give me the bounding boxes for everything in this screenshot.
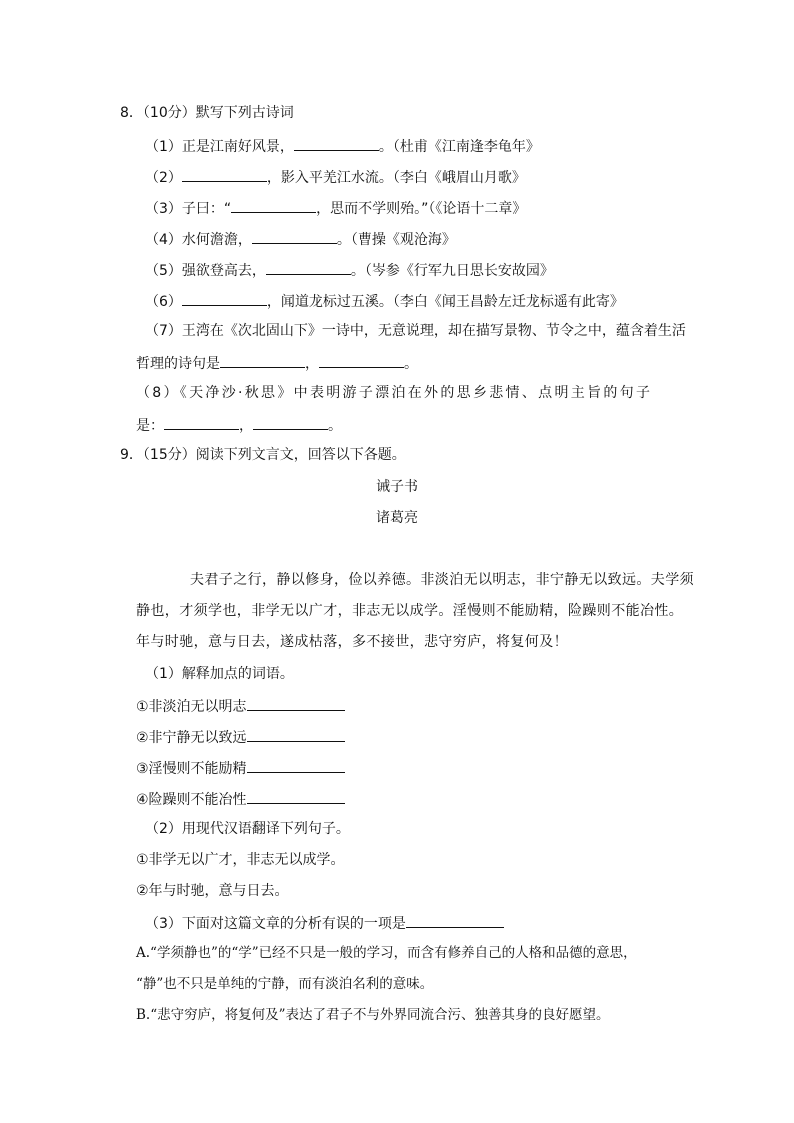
q8-item-8-line-1: （8）《天净沙·秋思》中表明游子漂泊在外的思乡悲情、点明主旨的句子: [136, 385, 653, 401]
q8-item-6: [145, 291, 624, 311]
q8-item-5-prefix: （5）强欲登高去，: [145, 263, 266, 279]
passage-title: 诫子书: [376, 479, 418, 495]
q8-item-7-line-2: [136, 353, 418, 373]
item-text: ②非宁静无以致远: [136, 730, 247, 746]
passage-line-2: 静也，才须学也，非学无以广才，非志无以成学。淫慢则不能励精，险躁则不能冶性。: [136, 603, 684, 619]
answer-blank[interactable]: [294, 136, 379, 151]
answer-blank[interactable]: [247, 758, 345, 773]
answer-blank[interactable]: [406, 913, 504, 928]
item-text: ①非淡泊无以明志: [136, 699, 247, 715]
sub-question-1-item-c: [136, 758, 345, 778]
answer-blank[interactable]: [231, 198, 316, 213]
passage-author: 诸葛亮: [376, 510, 418, 526]
q8-item-2: [145, 167, 526, 187]
answer-blank[interactable]: [319, 353, 404, 368]
answer-blank[interactable]: [247, 789, 345, 804]
sub-question-3-text: （3）下面对这篇文章的分析有误的一项是: [145, 916, 406, 932]
question-8-header: 8．（10分）默写下列古诗词: [120, 105, 294, 121]
option-a-line-2: “静”也不只是单纯的宁静，而有淡泊名利的意味。: [136, 976, 434, 992]
sub-question-1-item-b: [136, 727, 345, 747]
answer-blank[interactable]: [266, 260, 351, 275]
q8-item-5-suffix: 。（岑参《行军九日思长安故园》: [350, 263, 554, 279]
q8-item-7-suffix: 。: [404, 356, 418, 372]
q8-item-2-suffix: ，影入平羌江水流。（李白《峨眉山月歌》: [266, 170, 526, 186]
item-text: ④险躁则不能冶性: [136, 792, 247, 808]
sub-question-3: [145, 913, 504, 933]
q8-item-8-prefix: 是：: [136, 418, 164, 434]
passage-line-3: 年与时驰，意与日去，遂成枯落，多不接世，悲守穷庐，将复何及！: [136, 634, 568, 650]
q8-item-4-suffix: 。（曹操《观沧海》: [336, 232, 456, 248]
q8-item-8-suffix: 。: [328, 418, 342, 434]
sub-question-2-item-b: ②年与时驰，意与日去。: [136, 883, 289, 899]
q8-item-8-line-2: [136, 415, 342, 435]
q8-item-2-prefix: （2）: [145, 170, 182, 186]
q8-item-3-prefix: （3）子曰：“: [145, 201, 232, 217]
option-b: B.“悲守穷庐，将复何及”表达了君子不与外界同流合污、独善其身的良好愿望。: [136, 1007, 610, 1023]
answer-blank[interactable]: [220, 353, 305, 368]
answer-blank[interactable]: [253, 415, 328, 430]
q8-item-6-suffix: ，闻道龙标过五溪。（李白《闻王昌龄左迁龙标遥有此寄》: [266, 294, 624, 310]
answer-blank[interactable]: [247, 696, 345, 711]
answer-blank[interactable]: [164, 415, 239, 430]
answer-blank[interactable]: [252, 229, 337, 244]
sub-question-2-item-a: ①非学无以广才，非志无以成学。: [136, 852, 345, 868]
answer-blank[interactable]: [247, 727, 345, 742]
q8-item-7-separator: ，: [305, 356, 319, 372]
q8-item-1-prefix: （1）正是江南好风景，: [145, 139, 294, 155]
q8-item-6-prefix: （6）: [145, 294, 182, 310]
q8-item-4-prefix: （4）水何澹澹，: [145, 232, 252, 248]
answer-blank[interactable]: [182, 291, 267, 306]
sub-question-1-item-a: [136, 696, 345, 716]
question-9-header: 9．（15分）阅读下列文言文，回答以下各题。: [120, 447, 406, 463]
q8-item-1: [145, 136, 540, 156]
q8-item-5: [145, 260, 554, 280]
sub-question-1: （1）解释加点的词语。: [145, 666, 294, 682]
q8-item-4: [145, 229, 456, 249]
option-a-line-1: A.“学须静也”的“学”已经不只是一般的学习，而含有修养自己的人格和品德的意思，: [136, 945, 637, 961]
sub-question-1-item-d: [136, 789, 345, 809]
q8-item-3: [145, 198, 526, 218]
passage-line-1: 夫君子之行，静以修身，俭以养德。非淡泊无以明志，非宁静无以致远。夫学须: [190, 572, 694, 588]
q8-item-7-prefix: 哲理的诗句是: [136, 356, 220, 372]
q8-item-7-line-1: （7）王湾在《次北固山下》一诗中，无意说理，却在描写景物、节令之中，蕴含着生活: [145, 323, 686, 339]
sub-question-2: （2）用现代汉语翻译下列句子。: [145, 821, 350, 837]
item-text: ③淫慢则不能励精: [136, 761, 247, 777]
q8-item-1-suffix: 。（杜甫《江南逢李龟年》: [378, 139, 540, 155]
answer-blank[interactable]: [182, 167, 267, 182]
q8-item-8-separator: ，: [239, 418, 253, 434]
q8-item-3-suffix: ，思而不学则殆。”（《论语十二章》: [316, 201, 527, 217]
